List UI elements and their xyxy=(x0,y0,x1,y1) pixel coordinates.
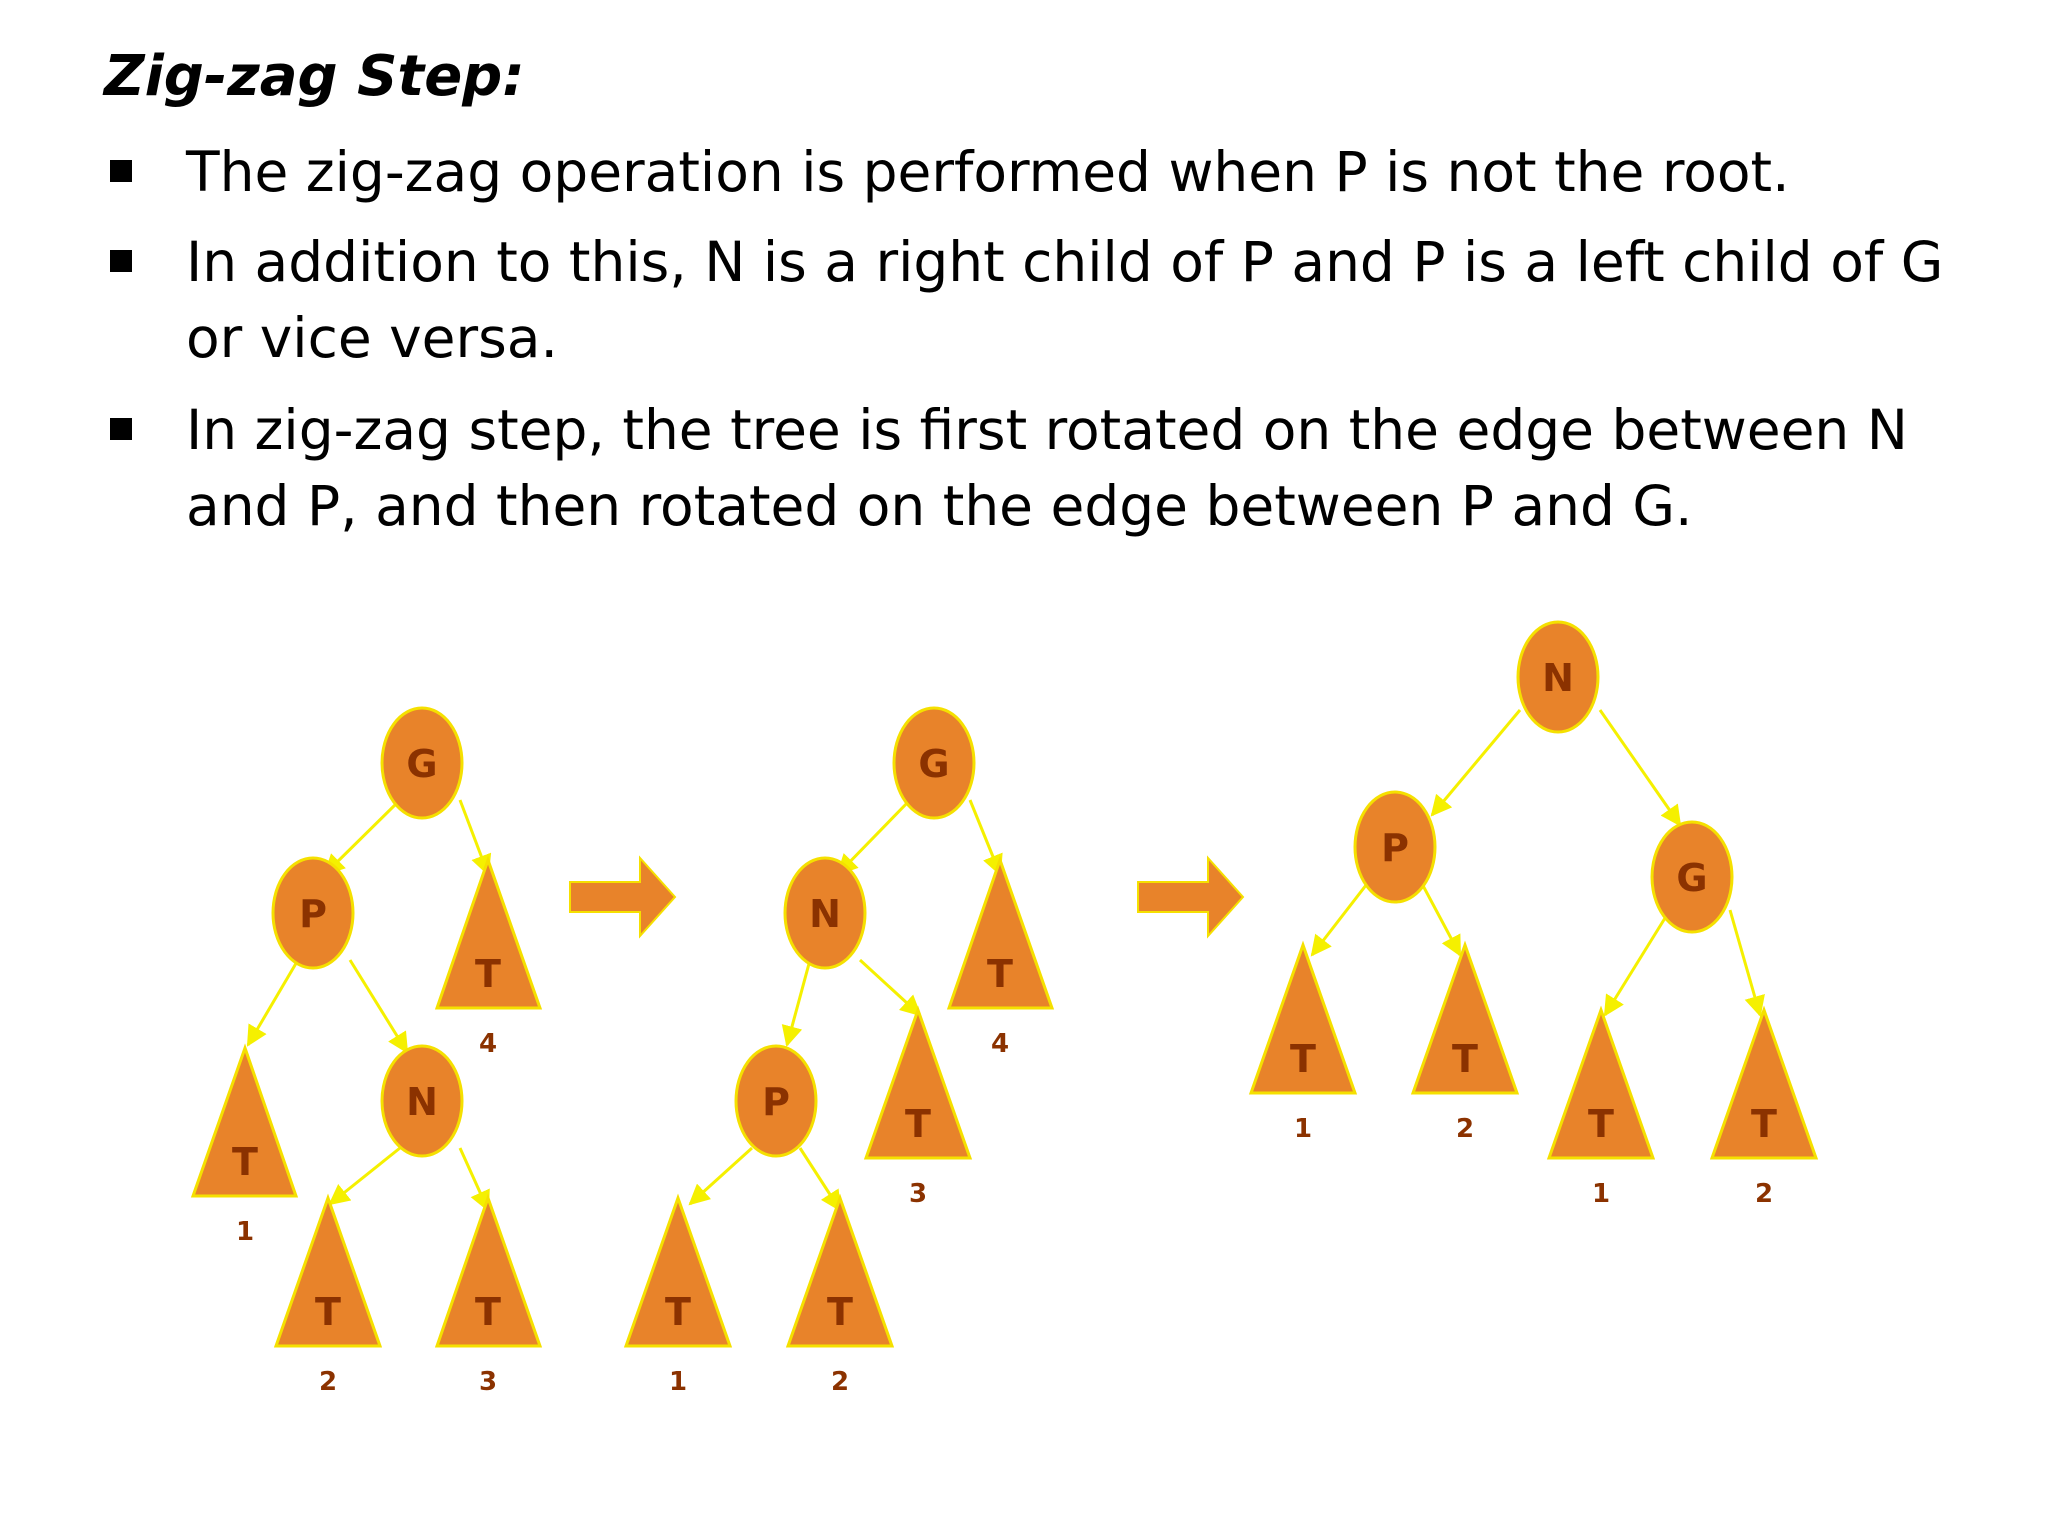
subtree-label: T xyxy=(232,1140,258,1184)
subtree-index: 1 xyxy=(668,1367,688,1397)
subtree-label: T xyxy=(905,1102,931,1146)
node-label: G xyxy=(1676,856,1708,900)
node-label: P xyxy=(762,1080,790,1124)
edge xyxy=(1420,880,1460,955)
edge xyxy=(248,960,298,1045)
tree-1 xyxy=(193,708,540,1397)
subtree-label: T xyxy=(475,952,501,996)
bullet-text: The zig-zag operation is performed when P is not the root. xyxy=(186,140,1790,204)
edge xyxy=(1432,710,1520,815)
subtree-index: 2 xyxy=(318,1367,338,1397)
edge xyxy=(330,1148,400,1204)
subtree-index: 4 xyxy=(990,1029,1010,1059)
edge xyxy=(787,960,810,1045)
edge xyxy=(860,960,920,1015)
node-label: P xyxy=(299,892,327,936)
right-arrow-icon xyxy=(570,858,675,936)
edge xyxy=(1600,710,1680,825)
edge xyxy=(970,800,1000,874)
subtree-index: 4 xyxy=(478,1029,498,1059)
subtree-index: 1 xyxy=(1293,1114,1313,1144)
right-arrow-icon xyxy=(1138,858,1243,936)
node-label: G xyxy=(918,742,950,786)
edge xyxy=(800,1148,840,1210)
node-label: N xyxy=(1542,656,1574,700)
edge xyxy=(325,800,400,874)
subtree-label: T xyxy=(1452,1037,1478,1081)
subtree-index: 1 xyxy=(235,1217,255,1247)
tree-2 xyxy=(626,708,1052,1397)
edge xyxy=(690,1148,752,1204)
subtree-label: T xyxy=(987,952,1013,996)
node-label: P xyxy=(1381,826,1409,870)
edge xyxy=(1312,880,1370,955)
subtree-label: T xyxy=(475,1290,501,1334)
subtree-index: 3 xyxy=(478,1367,498,1397)
bullet-text: In addition to this, N is a right child of P and P is a left child of G or vice versa. xyxy=(186,230,1944,370)
edge xyxy=(350,960,407,1052)
tree-3 xyxy=(1251,622,1816,1209)
subtree-index: 1 xyxy=(1591,1179,1611,1209)
subtree-label: T xyxy=(315,1290,341,1334)
edge xyxy=(1730,910,1760,1015)
edge xyxy=(838,800,910,874)
node-label: N xyxy=(809,892,841,936)
subtree-index: 2 xyxy=(1455,1114,1475,1144)
subtree-index: 3 xyxy=(908,1179,928,1209)
edge xyxy=(460,800,488,874)
subtree-index: 2 xyxy=(830,1367,850,1397)
subtree-label: T xyxy=(1290,1037,1316,1081)
edge xyxy=(1605,910,1670,1015)
bullet-text: In zig-zag step, the tree is first rotated on the edge between N and P, and then rotated on the edge between P and G. xyxy=(186,398,1908,538)
subtree-label: T xyxy=(1751,1102,1777,1146)
edge xyxy=(460,1148,488,1210)
node-label: G xyxy=(406,742,438,786)
subtree-label: T xyxy=(1588,1102,1614,1146)
node-label: N xyxy=(406,1080,438,1124)
subtree-index: 2 xyxy=(1754,1179,1774,1209)
subtree-label: T xyxy=(665,1290,691,1334)
slide-title: Zig-zag Step: xyxy=(104,44,525,109)
subtree-label: T xyxy=(827,1290,853,1334)
